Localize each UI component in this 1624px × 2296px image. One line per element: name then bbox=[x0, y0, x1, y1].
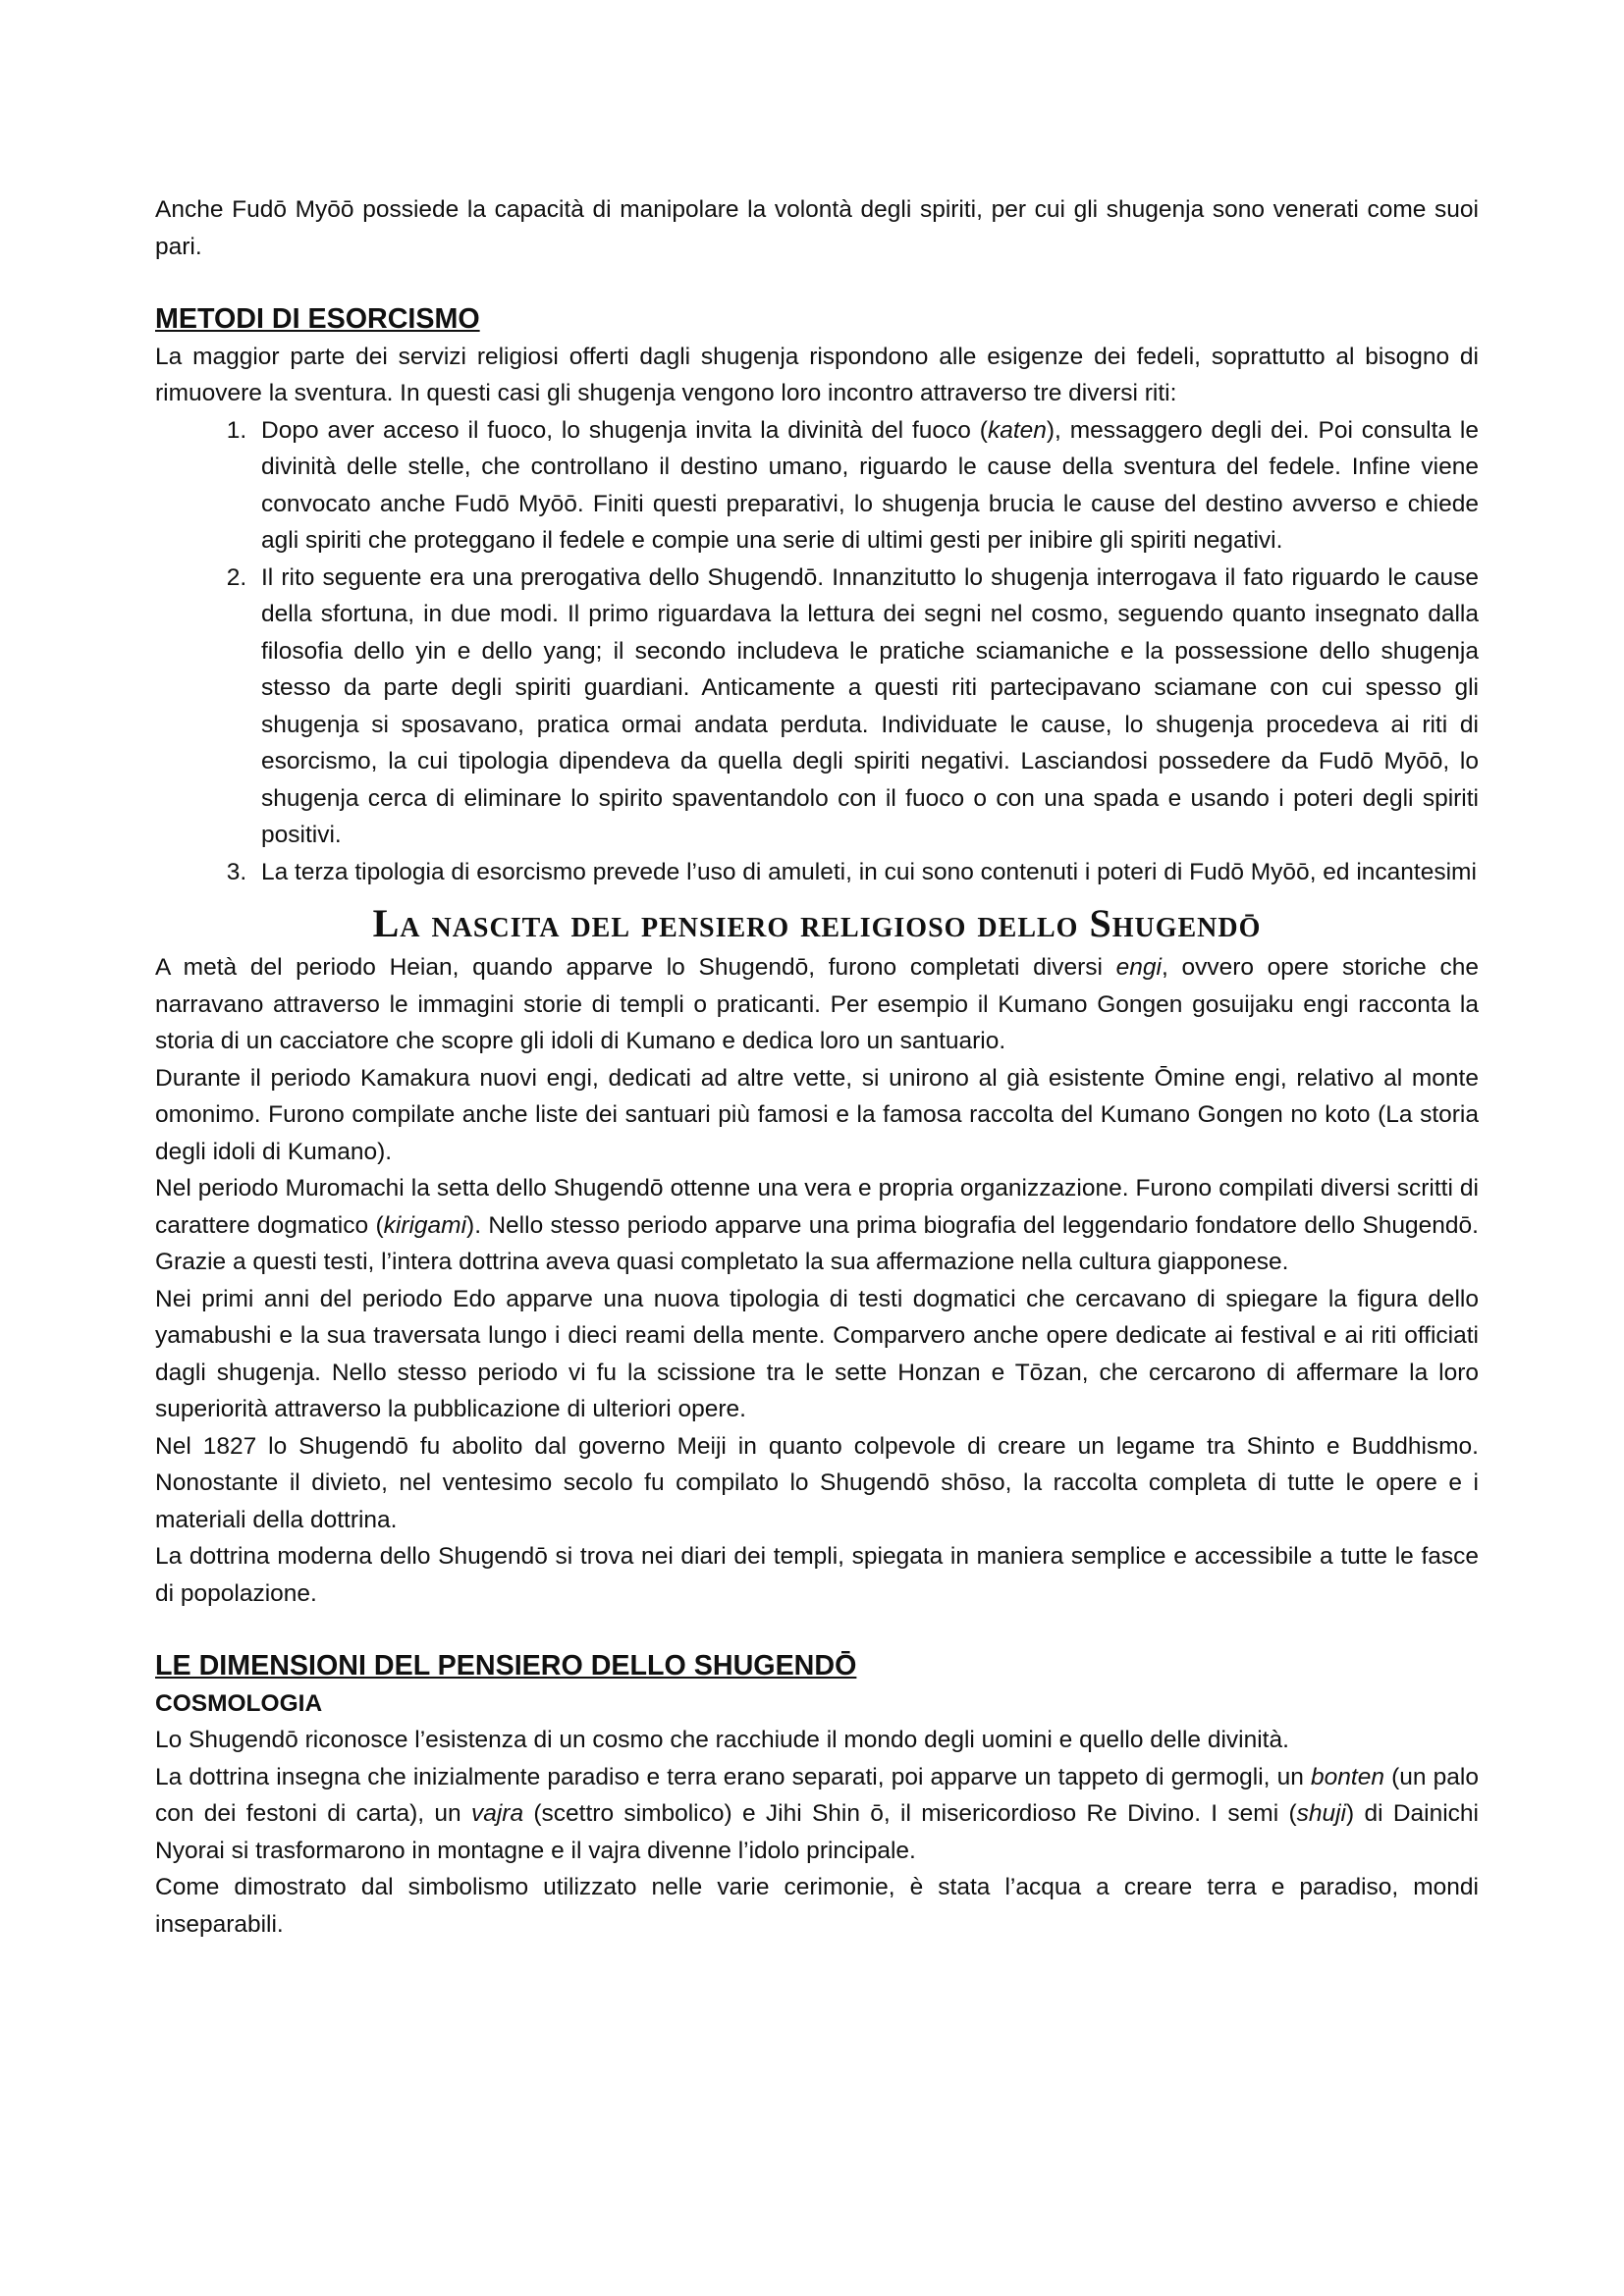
rite-item-2: 2. Il rito seguente era una prerogativa dello Shugendō. Innanzitutto lo shugenja interrogava il fato riguardo le cause della sfortuna, in due modi. Il primo riguardava la lettura dei segni nel cosmo, seguendo quanto insegnato dalla filosofia dello yin e dello yang; il secondo includeva le pratiche sciamaniche e la possessione dello shugenja stesso da parte degli spiriti guardiani. Anticamente a questi riti partecipavano sciamane con cui spesso gli shugenja si sposavano, pratica ormai andata perduta. Individuate le cause, lo shugenja procedeva ai riti di esorcismo, la cui tipologia dipendeva da quella degli spiriti negativi. Lasciandosi possedere da Fudō Myōō, lo shugenja cerca di eliminare lo spirito spaventandolo con il fuoco o con una spada e usando i poteri degli spiriti positivi. bbox=[253, 560, 1479, 854]
cosmology-paragraph-1: Lo Shugendō riconosce l’esistenza di un cosmo che racchiude il mondo degli uomini e quello delle divinità. bbox=[155, 1727, 1289, 1753]
rite-item-3: 3. La terza tipologia di esorcismo prevede l’uso di amuleti, in cui sono contenuti i poteri di Fudō Myōō, ed incantesimi bbox=[253, 854, 1479, 891]
exorcism-heading: METODI DI ESORCISMO bbox=[155, 303, 480, 335]
term-katen: katen bbox=[987, 416, 1047, 444]
term-bonten: bonten bbox=[1311, 1763, 1384, 1790]
birth-paragraph-4: Nei primi anni del periodo Edo apparve una nuova tipologia di testi dogmatici che cercavano di spiegare la figura dello yamabushi e la sua traversata lungo i dieci reami della mente. Comparvero anche opere dedicate ai festival e ai riti officiati dagli shugenja. Nello stesso periodo vi fu la scissione tra le sette Honzan e Tōzan, che cercarono di affermare la loro superiorità attraverso la pubblicazione di ulteriori opere. bbox=[155, 1285, 1479, 1422]
spacer bbox=[155, 265, 1479, 301]
rite-item-1: 1. Dopo aver acceso il fuoco, lo shugenja invita la divinità del fuoco (katen), messaggero degli dei. Poi consulta le divinità delle stelle, che controllano il destino umano, riguardo le cause della sventura del fedele. Infine viene convocato anche Fudō Myōō. Finiti questi preparativi, lo shugenja brucia le cause del destino avverso e chiede agli spiriti che proteggano il fedele e compie una serie di ultimi gesti per inibire gli spiriti negativi. bbox=[253, 412, 1479, 560]
intro-paragraph: Anche Fudō Myōō possiede la capacità di manipolare la volontà degli spiriti, per cui gli shugenja sono venerati come suoi pari. bbox=[155, 196, 1479, 260]
birth-paragraph-3: Nel periodo Muromachi la setta dello Shugendō ottenne una vera e propria organizzazione. Furono compilati diversi scritti di carattere dogmatico (kirigami). Nello stesso periodo apparve una prima biografia del leggendario fondatore dello Shugendō. Grazie a questi testi, l’intera dottrina aveva quasi completato la sua affermazione nella cultura giapponese. bbox=[155, 1175, 1479, 1275]
cosmology-paragraph-2: La dottrina insegna che inizialmente paradiso e terra erano separati, poi apparve un tappeto di germogli, un bonten (un palo con dei festoni di carta), un vajra (scettro simbolico) e Jihi Shin ō, il misericordioso Re Divino. I semi (shuji) di Dainichi Nyorai si trasformarono in montagne e il vajra divenne l’idolo principale. bbox=[155, 1763, 1479, 1864]
birth-paragraph-6: La dottrina moderna dello Shugendō si trova nei diari dei templi, spiegata in maniera semplice e accessibile a tutte le fasce di popolazione. bbox=[155, 1543, 1479, 1607]
term-kirigami: kirigami bbox=[383, 1211, 467, 1239]
section-title: La nascita del pensiero religioso dello Shugendō bbox=[372, 901, 1262, 945]
term-engi: engi bbox=[1115, 954, 1162, 981]
document-page bbox=[155, 191, 1479, 1943]
spacer bbox=[155, 1612, 1479, 1648]
dimensions-heading: LE DIMENSIONI DEL PENSIERO DELLO SHUGENDŌ bbox=[155, 1650, 857, 1682]
exorcism-intro: La maggior parte dei servizi religiosi offerti dagli shugenja rispondono alle esigenze dei fedeli, soprattutto al bisogno di rimuovere la sventura. In questi casi gli shugenja vengono loro incontro attraverso tre diversi riti: bbox=[155, 343, 1479, 406]
birth-paragraph-5: Nel 1827 lo Shugendō fu abolito dal governo Meiji in quanto colpevole di creare un legame tra Shinto e Buddhismo. Nonostante il divieto, nel ventesimo secolo fu compilato lo Shugendō shōso, la raccolta completa di tutte le opere e i materiali della dottrina. bbox=[155, 1432, 1479, 1533]
cosmology-subheading: COSMOLOGIA bbox=[155, 1689, 323, 1717]
birth-paragraph-2: Durante il periodo Kamakura nuovi engi, dedicati ad altre vette, si unirono al già esistente Ōmine engi, relativo al monte omonimo. Furono compilate anche liste dei santuari più famosi e la famosa raccolta del Kumano Gongen no koto (La storia degli idoli di Kumano). bbox=[155, 1064, 1479, 1165]
term-shuji: shuji bbox=[1296, 1800, 1346, 1827]
term-vajra: vajra bbox=[470, 1800, 524, 1827]
exorcism-rites-list bbox=[155, 412, 1479, 891]
birth-paragraph-1: A metà del periodo Heian, quando apparve lo Shugendō, furono completati diversi engi, ovvero opere storiche che narravano attraverso le immagini storie di templi o praticanti. Per esempio il Kumano Gongen gosuijaku engi racconta la storia di un cacciatore che scopre gli idoli di Kumano e dedica loro un santuario. bbox=[155, 954, 1479, 1054]
cosmology-paragraph-3: Come dimostrato dal simbolismo utilizzato nelle varie cerimonie, è stata l’acqua a creare terra e paradiso, mondi inseparabili. bbox=[155, 1874, 1479, 1938]
